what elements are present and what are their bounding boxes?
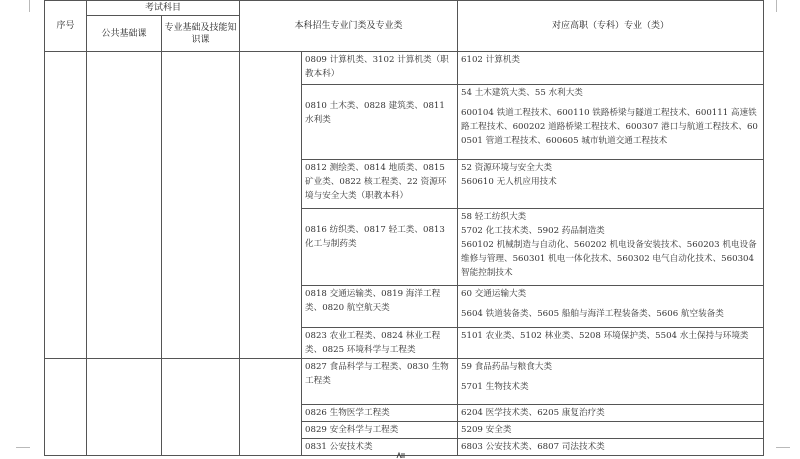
header-vocational-majors: 对应高职（专科）专业（类） <box>458 1 764 52</box>
vocational-major-cell <box>458 439 764 456</box>
vocational-line: 54 土木建筑大类、55 水利大类 <box>461 88 583 98</box>
crop-mark-top-left <box>29 0 30 12</box>
vocational-major-cell <box>458 328 764 359</box>
undergrad-major-cell: 0812 测绘类、0814 地质类、0815 矿业类、0822 核工程类、22 资源环境与安全大类（职教本科） <box>302 160 458 209</box>
public-course-cell <box>87 52 162 359</box>
vocational-line: 59 食品药品与粮食大类 <box>461 362 553 372</box>
vocational-major-cell <box>458 52 764 85</box>
vocational-major-cell <box>458 286 764 328</box>
vocational-line: 60 交通运输大类 <box>461 289 527 299</box>
vocational-line: 560102 机械制造与自动化、560202 机电设备安装技术、560203 机电设备维修与管理、560301 机电一体化技术、560302 电气自动化技术、560304 智能控制技术 <box>461 240 757 278</box>
vocational-line: 600104 铁道工程技术、600110 铁路桥梁与隧道工程技术、600111 高速铁路工程技术、600202 道路桥梁工程技术、600307 港口与航道工程技术、600501 管道工程技术、600605 城市轨道交通工程技术 <box>461 108 758 146</box>
professional-course-cell <box>162 52 240 359</box>
header-public-course: 公共基础课 <box>87 16 162 52</box>
blank-cell <box>240 359 302 456</box>
undergrad-major-cell: 0826 生物医学工程类 <box>302 405 458 422</box>
vocational-line: 5702 化工技术类、5902 药品制造类 <box>461 226 605 236</box>
table-row <box>45 52 764 85</box>
vocational-line: 5604 铁道装备类、5605 船舶与海洋工程装备类、5606 航空装备类 <box>461 309 724 319</box>
vocational-major-cell <box>458 422 764 439</box>
public-course-cell <box>87 359 162 456</box>
vocational-line: 58 轻工纺织大类 <box>461 212 527 222</box>
header-professional-course: 专业基础及技能知识课 <box>162 16 240 52</box>
vocational-major-cell <box>458 359 764 405</box>
crop-mark-bottom-right <box>776 447 790 448</box>
undergrad-major-cell: 0810 土木类、0828 建筑类、0811 水利类 <box>302 85 458 160</box>
vocational-line: 6803 公安技术类、6807 司法技术类 <box>461 442 605 452</box>
table-row <box>45 359 764 405</box>
seq-cell <box>45 359 87 456</box>
undergrad-major-cell: 0816 纺织类、0817 轻工类、0813 化工与制药类 <box>302 209 458 286</box>
vocational-major-cell <box>458 85 764 160</box>
vocational-major-cell <box>458 209 764 286</box>
header-exam-subjects: 考试科目 <box>87 1 240 16</box>
header-undergrad-majors: 本科招生专业门类及专业类 <box>240 1 458 52</box>
major-mapping-table <box>44 0 764 456</box>
seq-cell <box>45 52 87 359</box>
undergrad-major-cell: 0829 安全科学与工程类 <box>302 422 458 439</box>
vocational-major-cell <box>458 160 764 209</box>
vocational-line: 6204 医学技术类、6205 康复治疗类 <box>461 408 605 418</box>
page-number-mark <box>396 452 406 459</box>
undergrad-major-cell: 0831 公安技术类 <box>302 439 458 456</box>
header-seq: 序号 <box>45 1 87 52</box>
undergrad-major-cell: 0809 计算机类、3102 计算机类（职教本科） <box>302 52 458 85</box>
vocational-line: 5101 农业类、5102 林业类、5208 环境保护类、5504 水土保持与环境类 <box>461 331 749 341</box>
vocational-major-cell <box>458 405 764 422</box>
vocational-line: 560610 无人机应用技术 <box>461 177 557 187</box>
undergrad-major-cell: 0827 食品科学与工程类、0830 生物工程类 <box>302 359 458 405</box>
vocational-line: 6102 计算机类 <box>461 55 521 65</box>
undergrad-major-cell: 0823 农业工程类、0824 林业工程类、0825 环境科学与工程类 <box>302 328 458 359</box>
vocational-line: 5701 生物技术类 <box>461 382 529 392</box>
crop-mark-bottom-left <box>16 447 30 448</box>
undergrad-major-cell: 0818 交通运输类、0819 海洋工程类、0820 航空航天类 <box>302 286 458 328</box>
professional-course-cell <box>162 359 240 456</box>
crop-mark-top-right <box>776 0 777 12</box>
blank-cell <box>240 52 302 359</box>
vocational-line: 52 资源环境与安全大类 <box>461 163 553 173</box>
vocational-line: 5209 安全类 <box>461 425 512 435</box>
